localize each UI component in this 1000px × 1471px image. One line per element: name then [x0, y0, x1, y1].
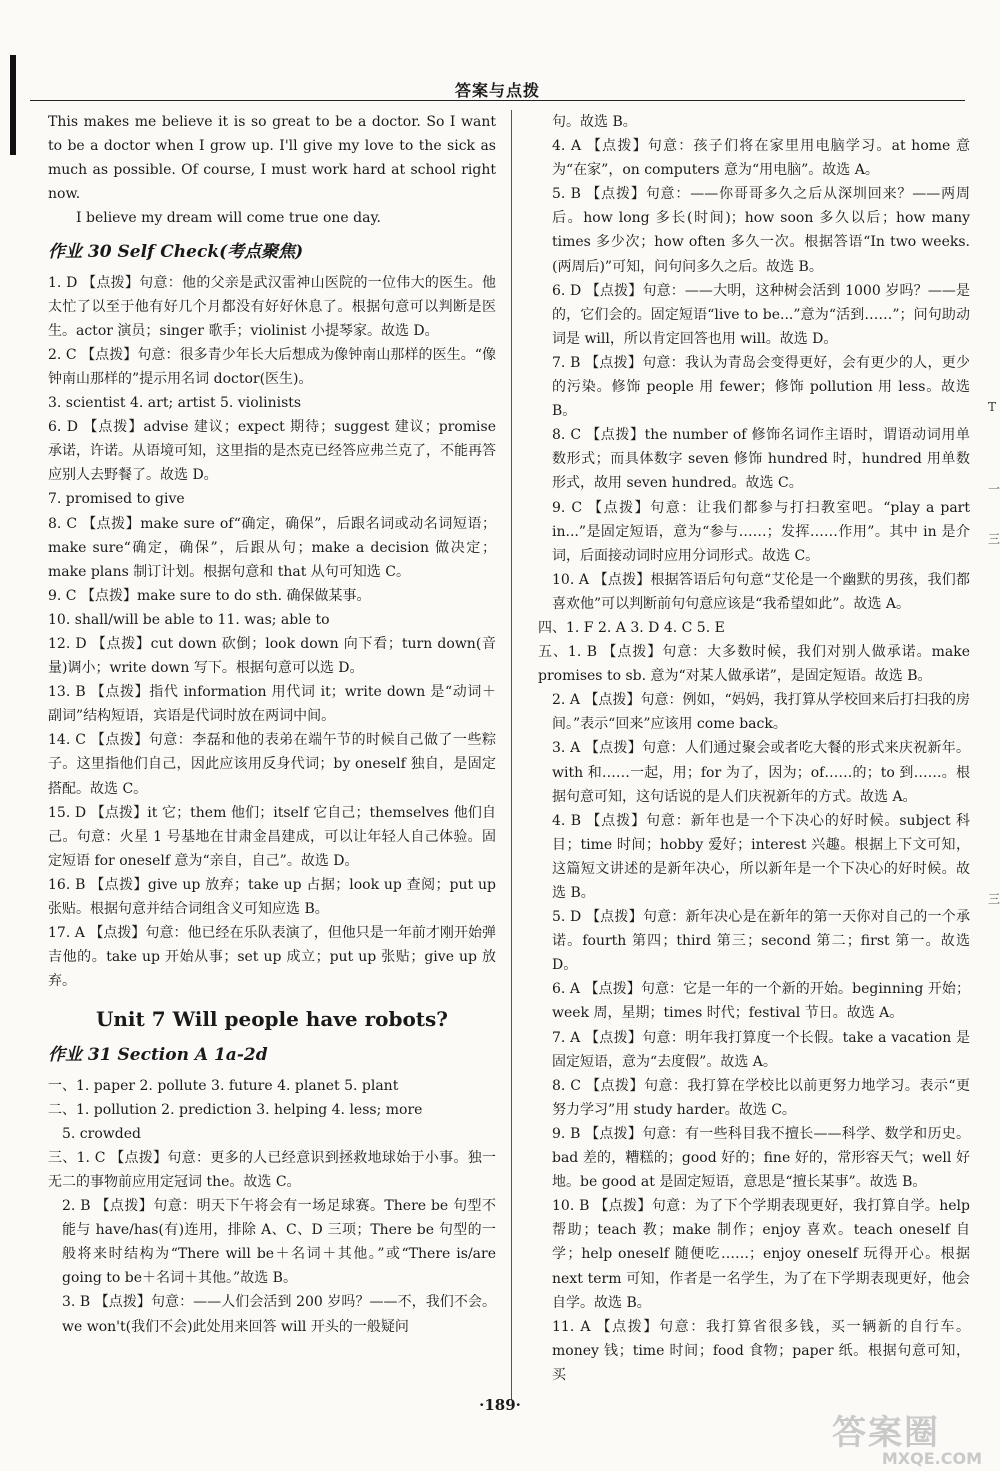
answer-item: 7. promised to give: [48, 491, 185, 508]
watermark-url: MXQE.COM: [881, 1449, 982, 1468]
edge-mark: T: [988, 400, 997, 414]
answer-item: 8. C 【点拨】make sure of“确定，确保”，后跟名词或动名词短语；make sure“确定，确保”，后跟从句；make a decision 做决定；make plans 制订计划。根据句意和 that 从句可知选 C。: [48, 515, 496, 580]
answer-item: 10. shall/will be able to 11. was; able to: [48, 611, 330, 628]
answer-item: 二、1. pollution 2. prediction 3. helping 4. less; more: [48, 1101, 423, 1118]
answer-item: 4. B 【点拨】句意：新年也是一个下决心的好时候。subject 科目；time 时间；hobby 爱好；interest 兴趣。根据上下文可知，这篇短文讲述的是新年决心，所以新年是一个下决心的好时候。故选 B。: [552, 812, 970, 901]
answer-item: 3. A 【点拨】句意：人们通过聚会或者吃大餐的形式来庆祝新年。with 和……一起，用；for 为了，因为；of……的；to 到……。根据句意可知，这句话说的是人们庆祝新年的方式。故选 A。: [552, 740, 970, 805]
answer-item: 14. C 【点拨】句意：李磊和他的表弟在端午节的时候自己做了一些粽子。这里指他们自己，因此应该用反身代词；by oneself 独自，是固定搭配。故选 C。: [48, 732, 496, 797]
answer-item: 8. C 【点拨】the number of 修饰名词作主语时，谓语动词用单数形式；而具体数字 seven 修饰 hundred 时，hundred 用单数形式，故用 seven hundred。故选 C。: [552, 427, 970, 492]
answer-item: 四、1. F 2. A 3. D 4. C 5. E: [538, 619, 725, 636]
answer-item: 16. B 【点拨】give up 放弃；take up 占据；look up 查阅；put up 张贴。根据句意并结合词组含义可知应选 B。: [48, 876, 496, 917]
answer-item: 5. crowded: [62, 1125, 141, 1142]
answer-item: 5. D 【点拨】句意：新年决心是在新年的第一天你对自己的一个承诺。fourth 第四；third 第三；second 第二；first 第一。故选 D。: [552, 909, 970, 974]
binding-spine-bar: [10, 55, 16, 155]
answer-item: 1. D 【点拨】句意：他的父亲是武汉雷神山医院的一位伟大的医生。他太忙了以至于他有好几个月都没有好好休息了。根据句意可以判断是医生。actor 演员；singer 歌手；violinist 小提琴家。故选 D。: [48, 274, 496, 339]
answer-item: 6. A 【点拨】句意：它是一年的一个新的开始。beginning 开始；week 周，星期；times 时代；festival 节日。故选 A。: [552, 981, 970, 1022]
answer-item: I believe my dream will come true one day.: [76, 210, 381, 227]
edge-mark: 一: [988, 482, 1000, 496]
answer-item: 7. A 【点拨】句意：明年我打算度一个长假。take a vacation 是固定短语，意为“去度假”。故选 A。: [552, 1029, 970, 1070]
answer-item: 2. A 【点拨】句意：例如，“妈妈，我打算从学校回来后打扫我的房间。”表示“回来”应该用 come back。: [552, 692, 970, 733]
section-heading: 作业 31 Section A 1a-2d: [48, 1045, 268, 1066]
answer-item: 5. B 【点拨】句意：——你哥哥多久之后从深圳回来？——两周后。how long 多长(时间)；how soon 多久以后；how many times 多少次；how often 多久一次。根据答语“In two weeks.(两周后)”可知，问句问多久之后。故选 B。: [552, 186, 970, 275]
answer-item: 一、1. paper 2. pollute 3. future 4. planet 5. plant: [48, 1077, 399, 1094]
answer-item: 9. B 【点拨】句意：有一些科目我不擅长——科学、数学和历史。bad 差的，糟糕的；good 好的；fine 好的，常形容天气；well 好地。be good at 是固定短语，意思是“擅长某事”。故选 B。: [552, 1125, 970, 1191]
answer-item: 3. B 【点拨】句意：——人们会活到 200 岁吗？——不，我们不会。we won't(我们不会)此处用来回答 will 开头的一般疑问: [62, 1294, 496, 1335]
answer-item: 15. D 【点拨】it 它；them 他们；itself 它自己；themselves 他们自己。句意：火星 1 号基地在甘肃金昌建成，可以让年轻人自己体验。固定短语 for oneself 意为“亲自，自己”。故选 D。: [48, 804, 496, 869]
answer-item: 三、1. C 【点拨】句意：更多的人已经意识到拯救地球始于小事。独一无二的事物前应用定冠词 the。故选 C。: [48, 1149, 496, 1190]
page-number: ·189·: [479, 1396, 521, 1414]
left-column: [48, 110, 496, 1339]
answer-item: 11. A 【点拨】句意：我打算省很多钱，买一辆新的自行车。money 钱；time 时间；food 食物；paper 纸。根据句意可知，买: [552, 1318, 970, 1383]
answer-item: 10. B 【点拨】句意：为了下个学期表现更好，我打算自学。help 帮助；teach 教；make 制作；enjoy 喜欢。teach oneself 自学；help oneself 随便吃……；enjoy oneself 玩得开心。根据 next term 可知，作者是一名学生，为了在下学期表现更好，他会自学。故选 B。: [552, 1198, 970, 1311]
watermark-logo: [832, 1413, 982, 1468]
answer-item: 3. scientist 4. art; artist 5. violinists: [48, 395, 302, 412]
answer-item: 4. A 【点拨】句意：孩子们将在家里用电脑学习。at home 意为“在家”，on computers 意为“用电脑”。故选 A。: [552, 138, 970, 179]
answer-item: 句。故选 B。: [552, 114, 637, 130]
answer-item: 2. B 【点拨】句意：明天下午将会有一场足球赛。There be 句型不能与 have/has(有)连用，排除 A、C、D 三项；There be 句型的一般将来时结构为“There will be＋名词＋其他。”或“There is/are going to be＋名词＋其他。”故选 B。: [62, 1198, 496, 1287]
answer-item: 7. B 【点拨】句意：我认为青岛会变得更好，会有更少的人，更少的污染。修饰 people 用 fewer；修饰 pollution 用 less。故选 B。: [552, 354, 970, 420]
answer-item: 9. C 【点拨】句意：让我们都参与打扫教室吧。“play a part in...”是固定短语，意为“参与……；发挥……作用”。其中 in 是介词，后面接动词时应用分词形式。故选 C。: [552, 499, 970, 564]
edge-mark: 三: [988, 532, 1000, 546]
column-divider: [511, 110, 512, 1400]
unit-title: Unit 7 Will people have robots?: [95, 1007, 449, 1032]
answer-item: 10. A 【点拨】根据答语后句句意“艾伦是一个幽默的男孩，我们都喜欢他”可以判断前句句意应该是“我希望如此”。故选 A。: [552, 571, 970, 612]
watermark-text: 答案圈: [832, 1413, 940, 1453]
header-rule: [30, 100, 965, 101]
answer-item: 17. A 【点拨】句意：他已经在乐队表演了，但他只是一年前才刚开始弹吉他的。take up 开始从事；set up 成立；put up 张贴；give up 放弃。: [48, 925, 496, 990]
answer-item: 五、1. B 【点拨】句意：大多数时候，我们对别人做承诺。make promises to sb. 意为“对某人做承诺”，是固定短语。故选 B。: [538, 644, 970, 685]
answer-item: This makes me believe it is so great to be a doctor. So I want to be a doctor when I grow up. I'll give my love to the sick as much as possible. Of course, I must work hard at school right now.: [48, 114, 496, 203]
right-column: [538, 110, 970, 1387]
answer-item: 12. D 【点拨】cut down 砍倒；look down 向下看；turn down(音量)调小；write down 写下。根据句意可以选 D。: [48, 635, 496, 677]
answer-item: 6. D 【点拨】句意：——大明，这种树会活到 1000 岁吗？——是的，它们会的。固定短语“live to be...”意为“活到……”；问句助动词是 will，所以肯定回答也用 will。故选 D。: [552, 282, 970, 347]
answer-item: 13. B 【点拨】指代 information 用代词 it；write down 是“动词＋副词”结构短语，宾语是代词时放在两词中间。: [48, 684, 496, 725]
page-header-title: 答案与点拨: [454, 81, 540, 100]
section-heading: 作业 30 Self Check(考点聚焦): [48, 242, 304, 263]
answer-item: 2. C 【点拨】句意：很多青少年长大后想成为像钟南山那样的医生。“像钟南山那样的”提示用名词 doctor(医生)。: [48, 346, 496, 387]
edge-mark: 三: [988, 892, 1000, 906]
answer-item: 9. C 【点拨】make sure to do sth. 确保做某事。: [48, 587, 371, 604]
answer-item: 8. C 【点拨】句意：我打算在学校比以前更努力地学习。表示“更努力学习”用 study harder。故选 C。: [552, 1077, 970, 1118]
answer-item: 6. D 【点拨】advise 建议；expect 期待；suggest 建议；promise 承诺，许诺。从语境可知，这里指的是杰克已经答应弗兰克了，不能再答应别人去野餐了。故选 D。: [48, 419, 496, 484]
